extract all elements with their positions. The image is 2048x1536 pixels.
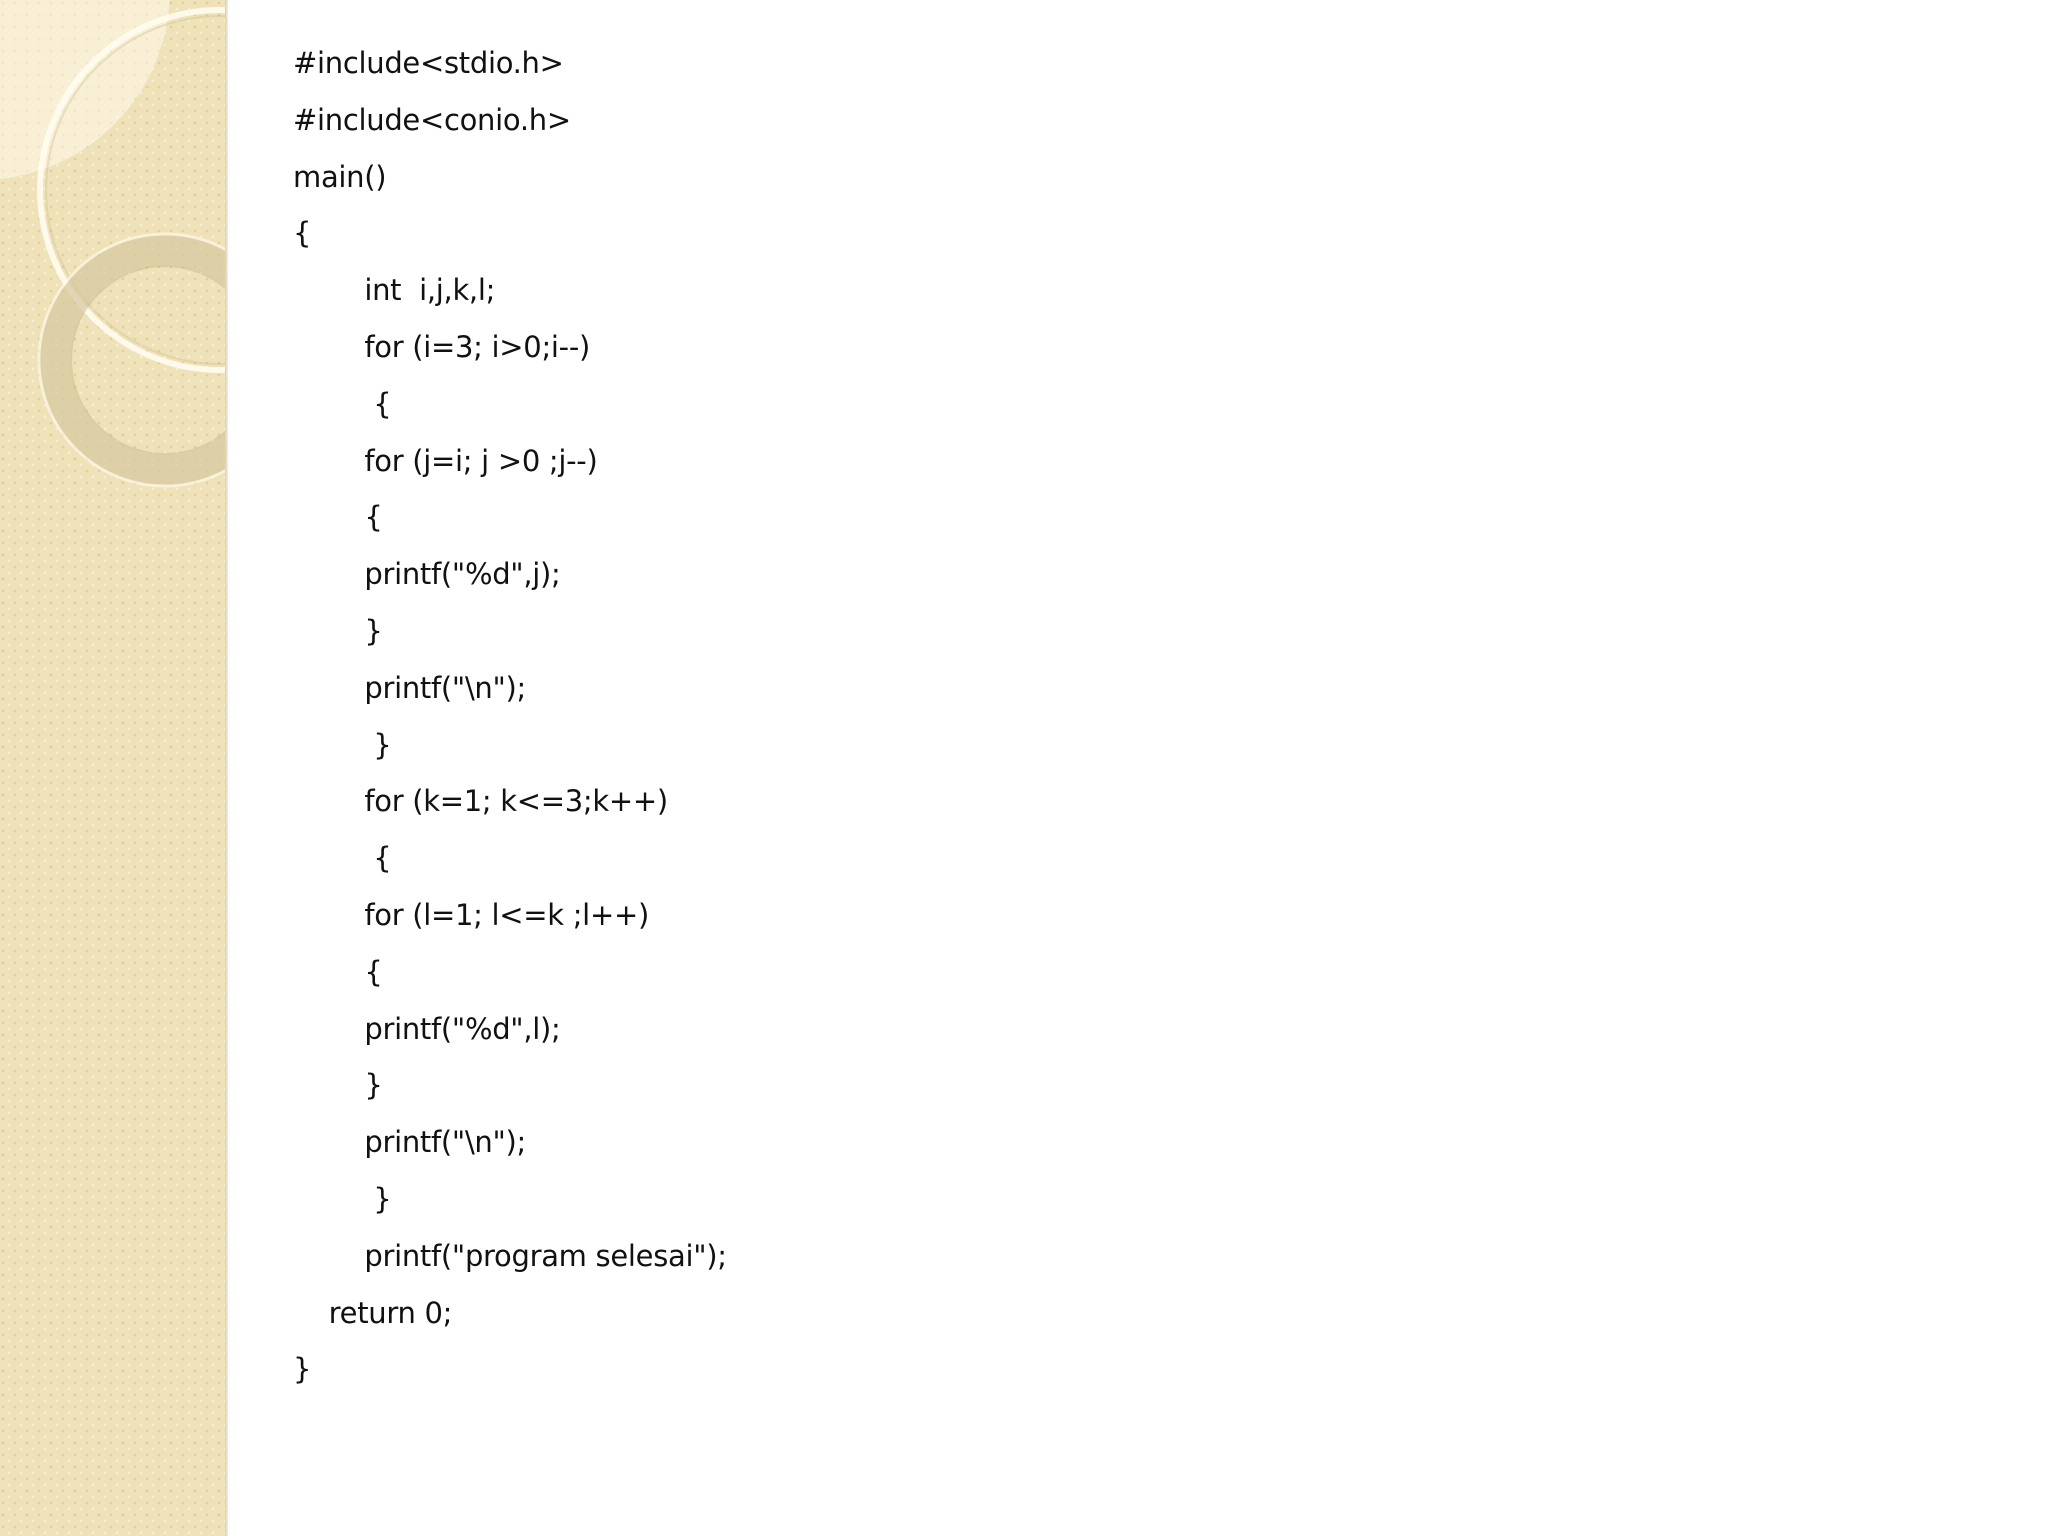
code-line: for (l=1; l<=k ;l++) <box>293 897 649 932</box>
code-line: } <box>293 1181 392 1216</box>
code-line: for (i=3; i>0;i--) <box>293 329 591 364</box>
code-line: { <box>293 386 392 421</box>
code-line: } <box>293 613 383 648</box>
code-line: for (j=i; j >0 ;j--) <box>293 443 598 478</box>
decorative-side-panel <box>0 0 225 1536</box>
code-line: return 0; <box>293 1295 453 1330</box>
code-line: } <box>293 727 392 762</box>
code-line: { <box>293 954 383 989</box>
code-line: printf("%d",j); <box>293 557 561 592</box>
code-line: { <box>293 500 383 535</box>
code-line: } <box>293 1068 383 1103</box>
code-line: { <box>293 216 312 251</box>
code-line: printf("\n"); <box>293 670 527 705</box>
decorative-rings-graphic <box>0 0 225 600</box>
code-line: { <box>293 841 392 876</box>
code-line: #include<stdio.h> <box>293 46 564 80</box>
panel-divider <box>225 0 228 1536</box>
code-line: printf("\n"); <box>293 1125 527 1160</box>
code-line: #include<conio.h> <box>293 102 571 137</box>
code-line: printf("program selesai"); <box>293 1238 727 1273</box>
code-line: printf("%d",l); <box>293 1011 561 1046</box>
code-line: for (k=1; k<=3;k++) <box>293 784 668 819</box>
code-line: } <box>293 1352 312 1387</box>
code-listing <box>293 35 1893 1398</box>
code-line: int i,j,k,l; <box>293 273 496 308</box>
code-line: main() <box>293 159 387 194</box>
